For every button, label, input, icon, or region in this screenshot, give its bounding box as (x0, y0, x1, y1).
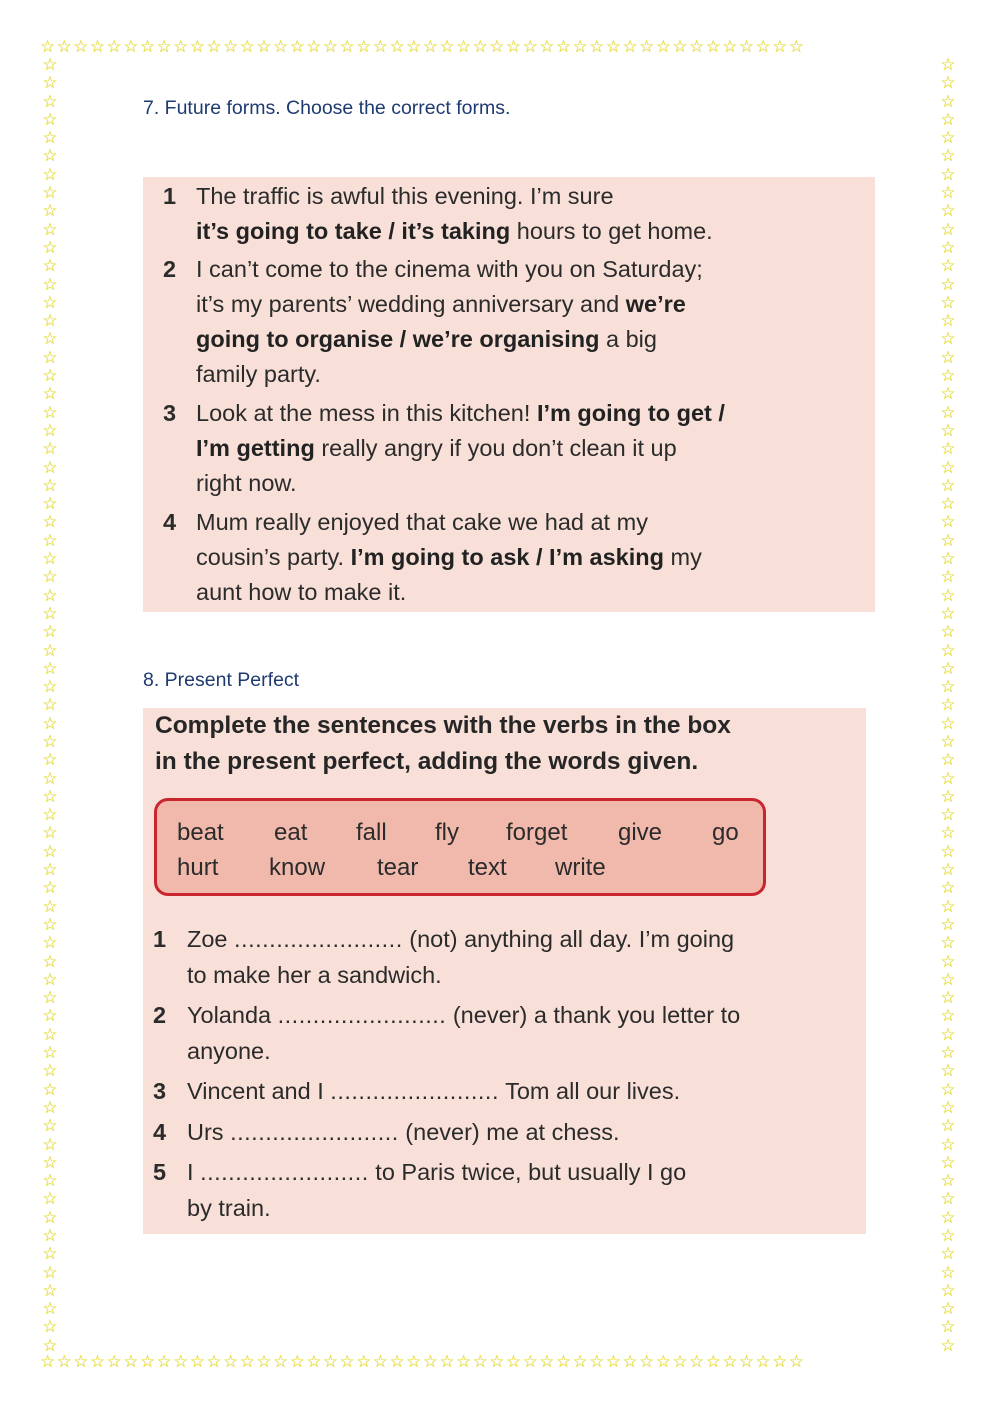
text-fragment: hours to get home. (510, 218, 713, 244)
answer-option: it’s going to take / it’s taking (196, 218, 511, 244)
word-box-item: know (269, 854, 326, 881)
answer-blank[interactable]: ........................ (234, 926, 403, 952)
text-fragment: I can’t come to the cinema with you on Saturday; (196, 256, 703, 282)
text-fragment: Yolanda (187, 1002, 278, 1028)
item-text (187, 998, 853, 1069)
item-line (187, 1155, 853, 1191)
item-number: 2 (163, 256, 177, 282)
text-fragment: anyone. (187, 1037, 271, 1064)
item-line (187, 958, 853, 994)
item-line (187, 1074, 853, 1110)
word-box-item: forget (506, 819, 568, 846)
item-number: 3 (153, 1078, 167, 1104)
item-line (196, 575, 863, 610)
text-fragment: (never) a thank you letter to (446, 1002, 741, 1028)
answer-blank[interactable]: ........................ (277, 1002, 447, 1028)
text-fragment: it’s my parents’ wedding anniversary and (196, 291, 626, 317)
star-border-bottom: ☆☆☆☆☆☆☆☆☆☆☆☆☆☆☆☆☆☆☆☆☆☆☆☆☆☆☆☆☆☆☆☆☆☆☆☆☆☆☆☆☆☆☆☆☆☆ (40, 1352, 806, 1371)
item-line (196, 505, 863, 540)
item-text (196, 396, 863, 501)
verb-word-box (154, 798, 766, 896)
item-line (196, 431, 863, 466)
item-number: 3 (163, 400, 177, 426)
answer-option: we’re (625, 291, 686, 317)
item-text (187, 1155, 853, 1226)
item-line (196, 540, 863, 575)
text-fragment: Vincent and I (187, 1078, 331, 1104)
text-fragment: Look at the mess in this kitchen! (196, 400, 537, 426)
text-fragment: by train. (187, 1194, 271, 1221)
text-fragment: Urs (187, 1119, 231, 1145)
item-line (187, 998, 853, 1034)
text-fragment: to make her a sandwich. (187, 961, 442, 988)
item-line (196, 466, 863, 501)
item-line (196, 357, 863, 392)
word-box-item: eat (274, 819, 308, 846)
text-fragment: a big (599, 326, 657, 352)
answer-option: I’m going to get / (536, 400, 725, 426)
answer-blank[interactable]: ........................ (330, 1078, 499, 1104)
answer-option: going to organise / we’re organising (196, 326, 600, 352)
text-fragment: cousin’s party. (196, 544, 351, 570)
item-number: 4 (163, 509, 177, 535)
item-number: 4 (153, 1119, 167, 1145)
item-line (196, 322, 863, 357)
item-line (187, 1034, 853, 1070)
item-number: 1 (163, 183, 177, 209)
item-text (187, 1074, 853, 1110)
text-fragment: (never) me at chess. (398, 1119, 620, 1145)
item-text (196, 505, 863, 610)
word-box-item: give (618, 819, 663, 846)
instruction-line: Complete the sentences with the verbs in the box (155, 712, 731, 739)
item-number: 5 (153, 1159, 167, 1185)
text-fragment: Tom all our lives. (499, 1078, 681, 1104)
word-box-item: beat (177, 819, 224, 846)
word-box-item: fall (356, 819, 387, 846)
word-box-item: text (468, 854, 507, 881)
text-fragment: aunt how to make it. (196, 579, 407, 605)
item-line (196, 214, 863, 249)
text-fragment: Zoe (187, 926, 235, 952)
text-fragment: I (187, 1159, 201, 1185)
answer-option: I’m getting (196, 435, 315, 461)
item-text (196, 252, 863, 392)
answer-blank[interactable]: ........................ (230, 1119, 399, 1145)
text-fragment: (not) anything all day. I’m going (402, 926, 735, 952)
word-box-item: hurt (177, 854, 219, 881)
item-number: 2 (153, 1002, 167, 1028)
item-text (187, 922, 853, 993)
text-fragment: to Paris twice, but usually I go (368, 1159, 687, 1185)
instruction-line: in the present perfect, adding the words given. (155, 748, 699, 775)
item-line (187, 922, 853, 958)
answer-option: I’m going to ask / I’m asking (350, 544, 664, 570)
word-box-item: fly (435, 819, 459, 846)
item-line (196, 252, 863, 287)
text-fragment: right now. (196, 470, 297, 496)
item-number: 1 (153, 926, 167, 952)
word-box-item: tear (377, 854, 419, 881)
exercise-8-instructions (155, 708, 855, 780)
star-border-top: ☆☆☆☆☆☆☆☆☆☆☆☆☆☆☆☆☆☆☆☆☆☆☆☆☆☆☆☆☆☆☆☆☆☆☆☆☆☆☆☆☆☆☆☆☆☆ (40, 37, 806, 56)
text-fragment: The traffic is awful this evening. I’m sure (196, 183, 614, 209)
item-text (196, 179, 863, 249)
item-line (187, 1115, 853, 1151)
word-box-item: write (555, 854, 606, 881)
item-text (187, 1115, 853, 1151)
text-fragment: really angry if you don’t clean it up (314, 435, 677, 461)
text-fragment: my (663, 544, 702, 570)
answer-blank[interactable]: ........................ (200, 1159, 369, 1185)
exercise-7-panel (143, 177, 875, 612)
item-line (196, 179, 863, 214)
star-border-right: ☆☆☆☆☆☆☆☆☆☆☆☆☆☆☆☆☆☆☆☆☆☆☆☆☆☆☆☆☆☆☆☆☆☆☆☆☆☆☆☆☆☆☆☆☆☆☆☆☆☆☆☆☆☆☆☆☆☆☆☆☆☆☆☆☆☆☆☆☆☆☆ (940, 56, 956, 1352)
text-fragment: Mum really enjoyed that cake we had at my (196, 509, 648, 535)
item-line (187, 1191, 853, 1227)
star-border-left: ☆☆☆☆☆☆☆☆☆☆☆☆☆☆☆☆☆☆☆☆☆☆☆☆☆☆☆☆☆☆☆☆☆☆☆☆☆☆☆☆☆☆☆☆☆☆☆☆☆☆☆☆☆☆☆☆☆☆☆☆☆☆☆☆☆☆☆☆☆☆☆ (42, 56, 58, 1352)
word-box-item: go (712, 819, 739, 846)
text-fragment: family party. (196, 361, 321, 387)
section-7-heading: 7. Future forms. Choose the correct forms. (143, 97, 511, 119)
section-8-heading: 8. Present Perfect (143, 669, 300, 691)
item-line (196, 287, 863, 322)
item-line (196, 396, 863, 431)
